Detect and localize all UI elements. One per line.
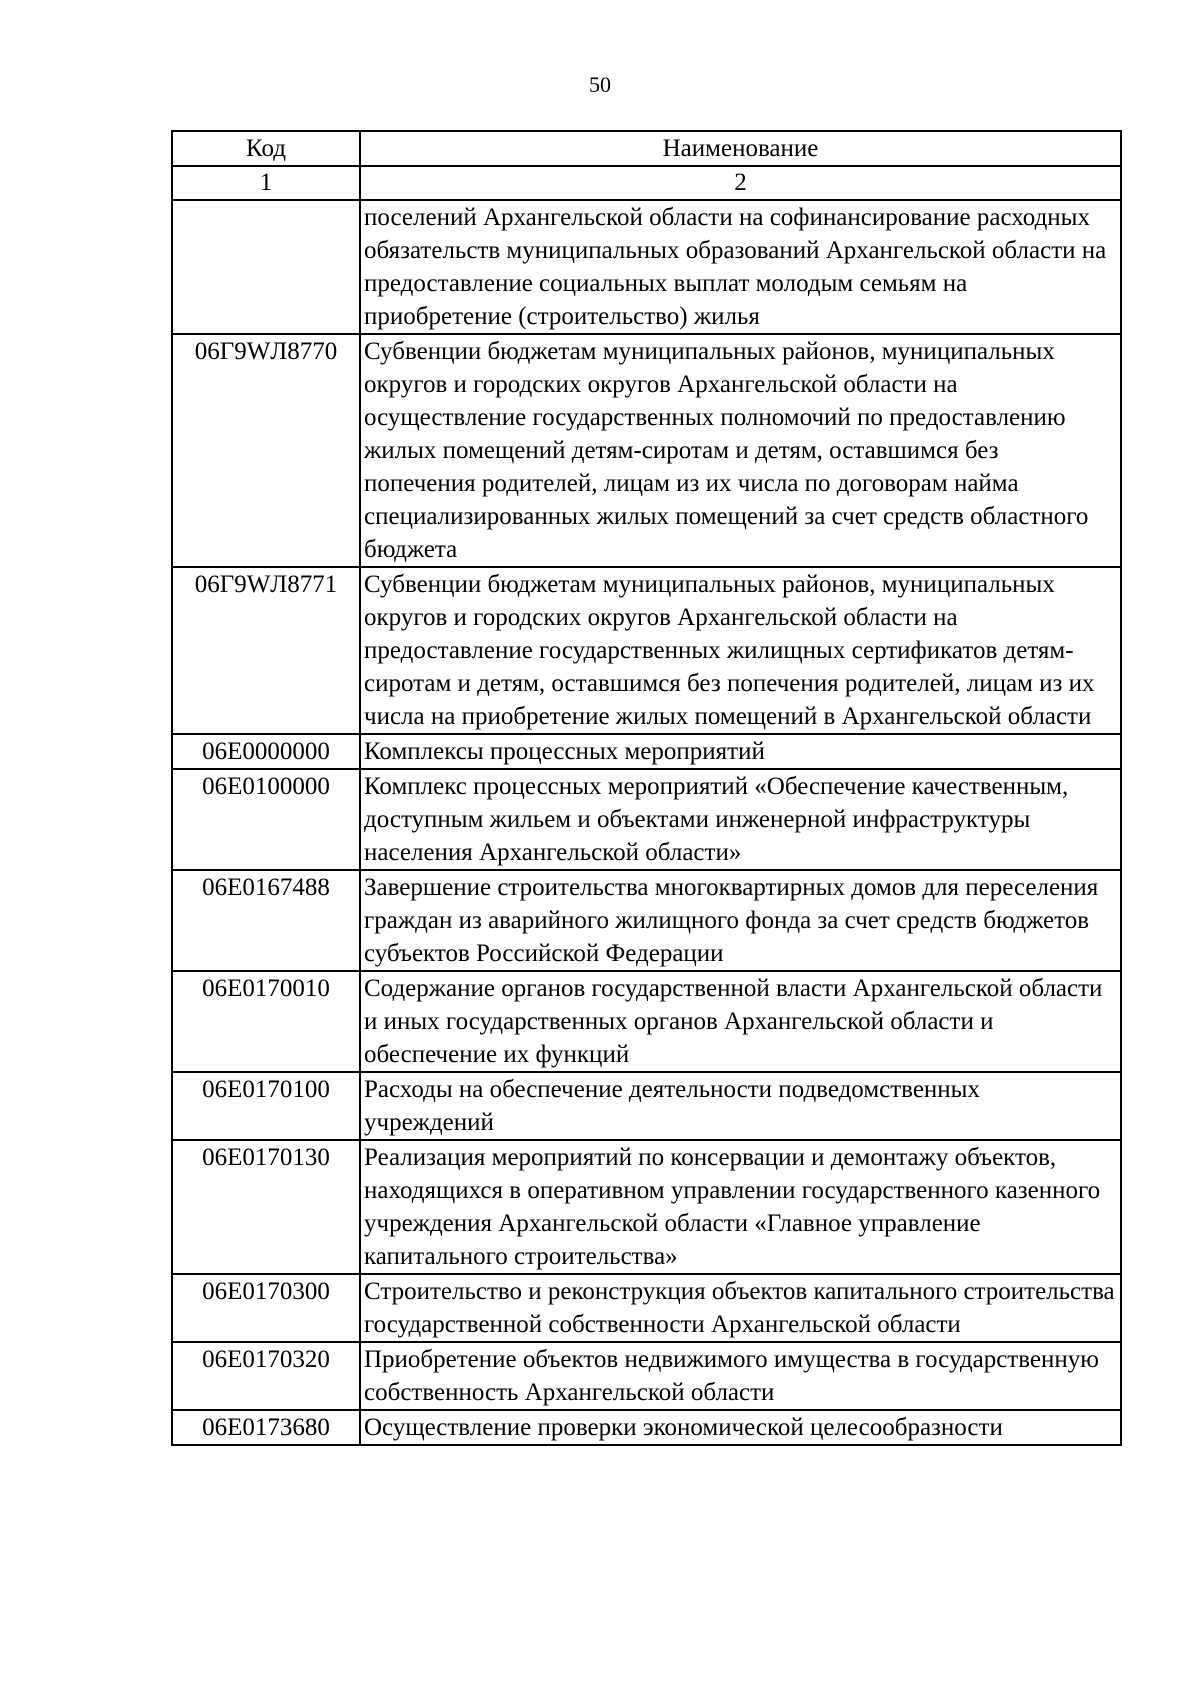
column-number-code: 1 [172,166,360,200]
row-code: 06Г9WЛ8770 [172,334,360,567]
row-name: Завершение строительства многоквартирных домов для переселения граждан из аварийного жилищного фонда за счет средств бюджетов субъектов Российской Федерации [360,870,1121,971]
row-code: 06Е0170130 [172,1140,360,1274]
table-row [172,870,1121,971]
row-name: Комплекс процессных мероприятий «Обеспечение качественным, доступным жильем и объектами инженерной инфраструктуры населения Архангельской области» [360,769,1121,870]
row-name: Приобретение объектов недвижимого имущества в государственную собственность Архангельской области [360,1342,1121,1410]
row-code [172,200,360,334]
row-name: Осуществление проверки экономической целесообразности [360,1410,1121,1445]
row-code: 06Г9WЛ8771 [172,567,360,734]
column-number-row [172,166,1121,200]
row-code: 06Е0100000 [172,769,360,870]
table-row [172,1274,1121,1342]
table-row [172,334,1121,567]
table-row [172,734,1121,769]
table-row [172,1072,1121,1140]
table-row [172,769,1121,870]
table-row [172,1410,1121,1445]
table-header-row [172,131,1121,166]
row-code: 06Е0170320 [172,1342,360,1410]
page-number: 50 [589,72,611,97]
row-name: поселений Архангельской области на софинансирование расходных обязательств муниципальных образований Архангельской области на предоставление социальных выплат молодым семьям на приобретение (строительство) жилья [360,200,1121,334]
row-name: Субвенции бюджетам муниципальных районов, муниципальных округов и городских округов Архангельской области на осуществление государственных полномочий по предоставлению жилых помещений детям-сиротам и детям, оставшимся без попечения родителей, лицам из их числа по договорам найма специализированных жилых помещений за счет средств областного бюджета [360,334,1121,567]
table-row [172,567,1121,734]
row-code: 06Е0167488 [172,870,360,971]
row-name: Комплексы процессных мероприятий [360,734,1121,769]
row-name: Содержание органов государственной власти Архангельской области и иных государственных органов Архангельской области и обеспечение их функций [360,971,1121,1072]
row-name: Субвенции бюджетам муниципальных районов, муниципальных округов и городских округов Архангельской области на предоставление государственных жилищных сертификатов детям-сиротам и детям, оставшимся без попечения родителей, лицам из их числа на приобретение жилых помещений в Архангельской области [360,567,1121,734]
row-code: 06Е0170010 [172,971,360,1072]
column-header-name: Наименование [360,131,1121,166]
table-row [172,1140,1121,1274]
row-code: 06Е0170300 [172,1274,360,1342]
row-code: 06Е0173680 [172,1410,360,1445]
row-code: 06Е0000000 [172,734,360,769]
table-row [172,1342,1121,1410]
row-code: 06Е0170100 [172,1072,360,1140]
table-row [172,200,1121,334]
row-name: Расходы на обеспечение деятельности подведомственных учреждений [360,1072,1121,1140]
budget-code-table [171,130,1122,1446]
column-header-code: Код [172,131,360,166]
row-name: Строительство и реконструкция объектов капитального строительства государственной собственности Архангельской области [360,1274,1121,1342]
table-row [172,971,1121,1072]
column-number-name: 2 [360,166,1121,200]
row-name: Реализация мероприятий по консервации и демонтажу объектов, находящихся в оперативном управлении государственного казенного учреждения Архангельской области «Главное управление капитального строительства» [360,1140,1121,1274]
